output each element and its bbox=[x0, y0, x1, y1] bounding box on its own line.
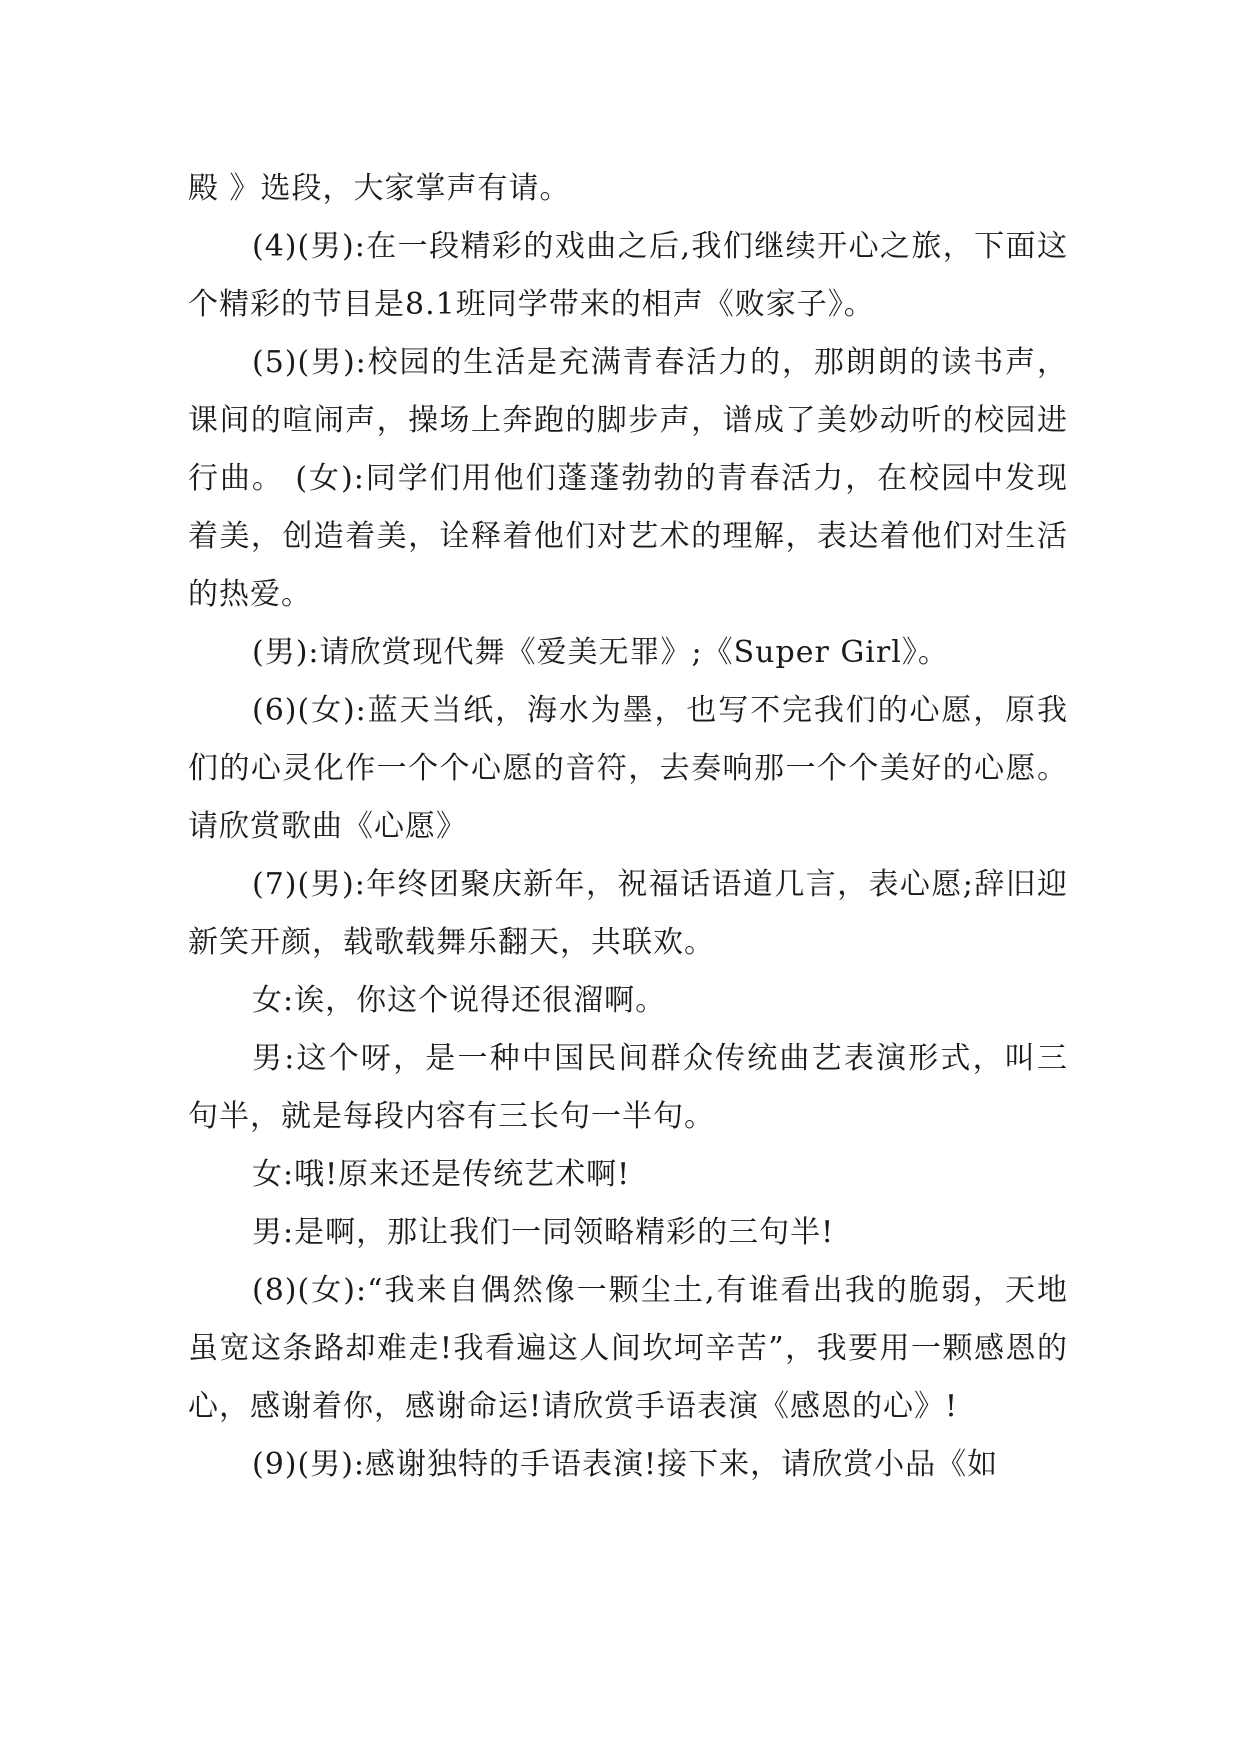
paragraph-12: (9)(男):感谢独特的手语表演!接下来，请欣赏小品《如 bbox=[252, 1447, 999, 1482]
paragraph-3: (5)(男):校园的生活是充满青春活力的，那朗朗的读书声，课间的喧闹声，操场上奔跑的脚步声，谱成了美妙动听的校园进行曲。 (女):同学们用他们蓬蓬勃勃的青春活力，在校园中发现着美，创造着美，诠释着他们对艺术的理解，表达着他们对生活的热爱。 bbox=[188, 345, 1068, 612]
paragraph-9: 女:哦!原来还是传统艺术啊! bbox=[252, 1157, 631, 1192]
paragraph-11: (8)(女):“我来自偶然像一颗尘土,有谁看出我的脆弱，天地虽宽这条路却难走!我看遍这人间坎坷辛苦”，我要用一颗感恩的心，感谢着你，感谢命运!请欣赏手语表演《感恩的心》! bbox=[188, 1273, 1068, 1424]
paragraph-4: (男):请欣赏现代舞《爱美无罪》;《Super Girl》。 bbox=[252, 635, 949, 670]
paragraph-1: 殿 》选段，大家掌声有请。 bbox=[188, 171, 571, 206]
paragraph-5: (6)(女):蓝天当纸，海水为墨，也写不完我们的心愿，原我们的心灵化作一个个心愿的音符，去奏响那一个个美好的心愿。请欣赏歌曲《心愿》 bbox=[188, 693, 1068, 844]
paragraph-2: (4)(男):在一段精彩的戏曲之后,我们继续开心之旅，下面这个精彩的节目是8.1班同学带来的相声《败家子》。 bbox=[188, 229, 1068, 322]
paragraph-10: 男:是啊，那让我们一同领略精彩的三句半! bbox=[252, 1215, 835, 1250]
paragraph-6: (7)(男):年终团聚庆新年，祝福话语道几言，表心愿;辞旧迎新笑开颜，载歌载舞乐翻天，共联欢。 bbox=[188, 867, 1068, 960]
document-body bbox=[188, 160, 1068, 1494]
paragraph-7: 女:诶，你这个说得还很溜啊。 bbox=[252, 983, 667, 1018]
paragraph-8: 男:这个呀，是一种中国民间群众传统曲艺表演形式，叫三句半，就是每段内容有三长句一半句。 bbox=[188, 1041, 1068, 1134]
